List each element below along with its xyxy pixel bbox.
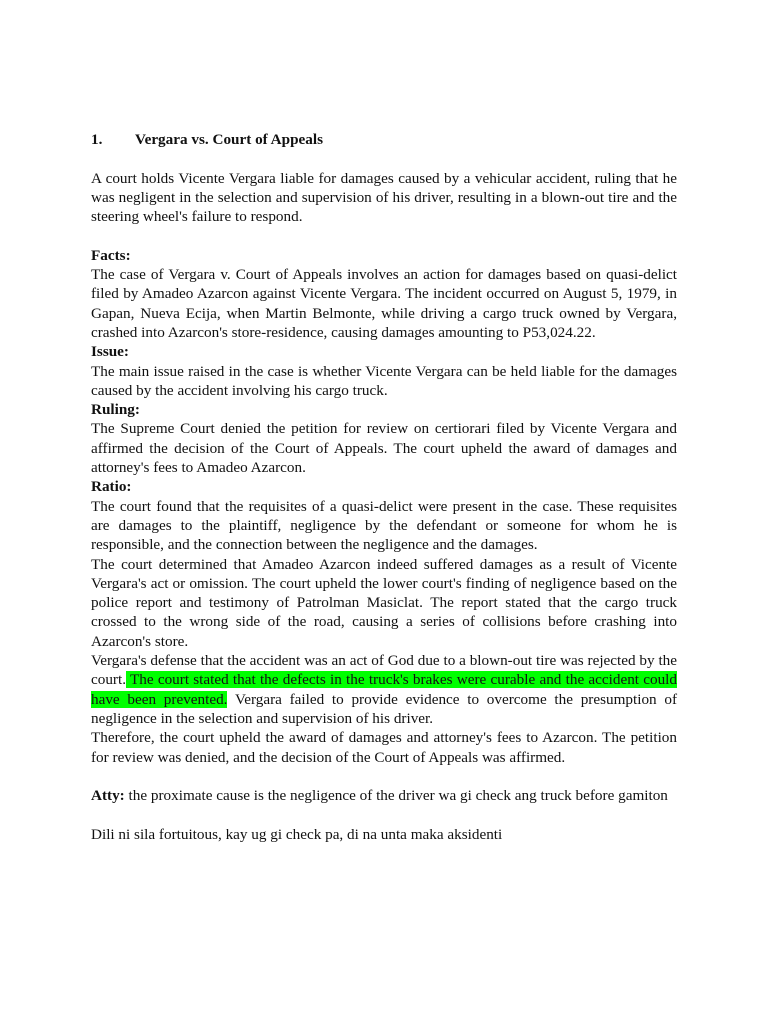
ruling-label: Ruling: (91, 401, 140, 419)
spacer (91, 226, 677, 245)
ratio-paragraph-1: The court found that the requisites of a quasi-delict were present in the case. These requisites are damages to the plaintiff, negligence by the defendant or someone for whom he is responsible, and the connection between the negligence and the damages. (91, 497, 677, 554)
facts-label: Facts: (91, 246, 131, 264)
spacer (91, 149, 677, 168)
closing-note: Dili ni sila fortuitous, kay ug gi check pa, di na unta maka aksidenti (91, 825, 503, 843)
ratio-label: Ratio: (91, 478, 132, 496)
ratio-paragraph-4: Therefore, the court upheld the award of damages and attorney's fees to Azarcon. The petition for review was denied, and the decision of the Court of Appeals was affirmed. (91, 729, 677, 766)
atty-text: the proximate cause is the negligence of the driver wa gi check ang truck before gamiton (124, 787, 668, 805)
ratio-paragraph-2: The court determined that Amadeo Azarcon indeed suffered damages as a result of Vicente Vergara's act or omission. The court upheld the lower court's finding of negligence based on the police report and testimony of Patrolman Masiclat. The report stated that the cargo truck crossed to the wrong side of the road, causing a series of collisions before crashing into Azarcon's store. (91, 555, 677, 650)
atty-label: Atty: (91, 787, 125, 805)
issue-text: The main issue raised in the case is whether Vicente Vergara can be held liable for the damages caused by the accident involving his cargo truck. (91, 362, 677, 399)
facts-text: The case of Vergara v. Court of Appeals involves an action for damages based on quasi-delict filed by Amadeo Azarcon against Vicente Vergara. The incident occurred on August 5, 1979, in Gapan, Nueva Ecija, when Martin Belmonte, while driving a cargo truck owned by Vergara, crashed into Azarcon's store-residence, causing damages amounting to P53,024.22. (91, 266, 677, 341)
case-heading (91, 130, 677, 149)
document-body (91, 130, 677, 844)
spacer (91, 805, 677, 824)
ratio-p3-text-after: Vergara failed to provide evidence to overcome the presumption of negligence in the selection and supervision of his driver. (91, 690, 678, 727)
issue-label: Issue: (91, 343, 129, 361)
ratio-p3-text: Vergara's defense that the accident was an act of God due to a blown-out tire was rejected by the court. (91, 652, 677, 689)
atty-note (91, 786, 677, 805)
ruling-text: The Supreme Court denied the petition for review on certiorari filed by Vicente Vergara and affirmed the decision of the Court of Appeals. The court upheld the award of damages and attorney's fees to Amadeo Azarcon. (91, 420, 677, 477)
ratio-paragraph-3 (91, 651, 677, 728)
case-summary: A court holds Vicente Vergara liable for damages caused by a vehicular accident, ruling that he was negligent in the selection and supervision of his driver, resulting in a blown-out tire and the steering wheel's failure to respond. (91, 169, 677, 226)
case-number: 1. (91, 131, 103, 148)
spacer (91, 767, 677, 786)
highlighted-text: The court stated that the defects in the truck's brakes were curable and the accident could have been prevented. (91, 671, 677, 708)
case-title: Vergara vs. Court of Appeals (135, 131, 324, 148)
